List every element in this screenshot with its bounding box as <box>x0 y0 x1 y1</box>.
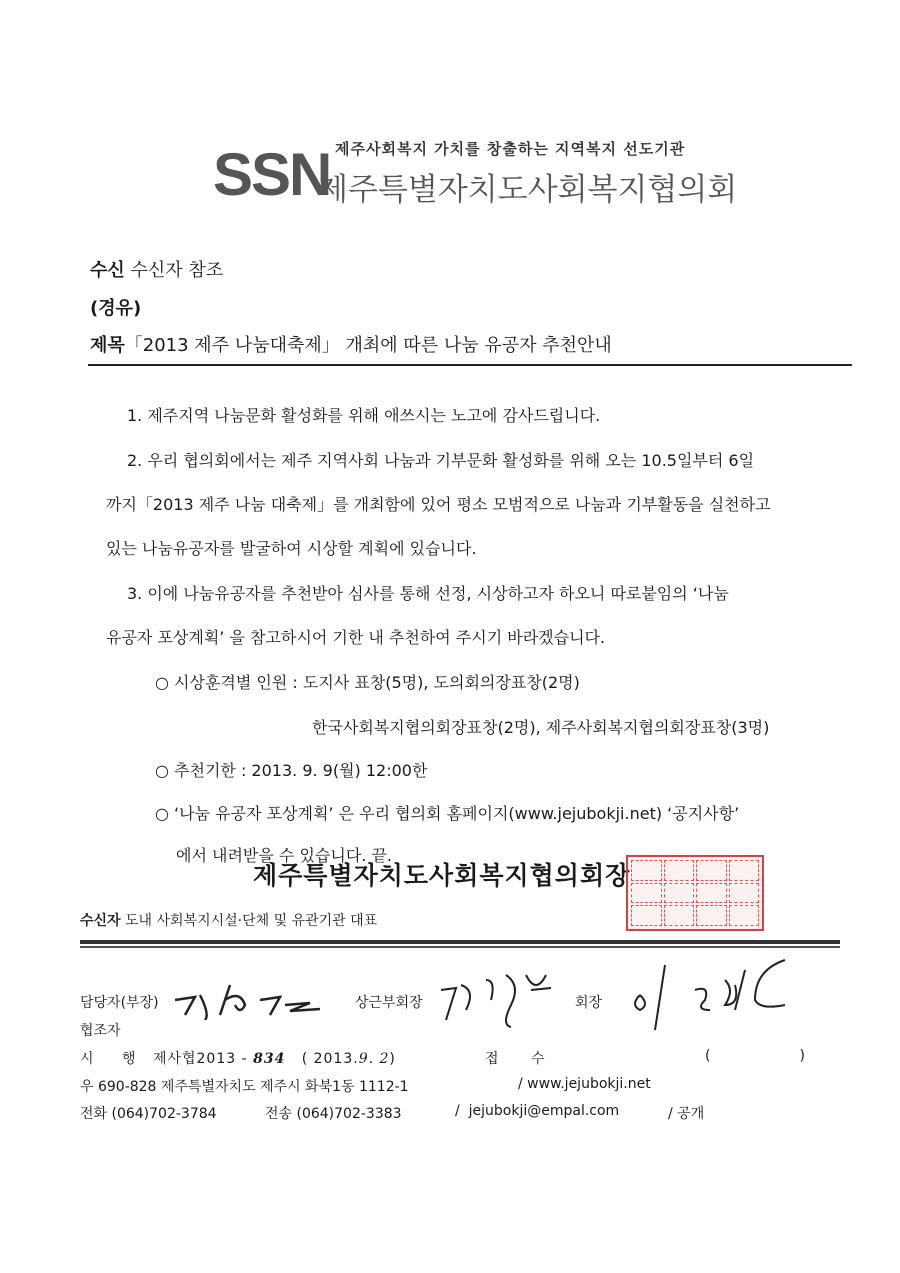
body-line: 3. 이에 나눔유공자를 추천받아 심사를 통해 선정, 시상하고자 하오니 따로붙임의 ‘나눔 <box>127 584 729 603</box>
recipient-value: 수신자 참조 <box>130 260 224 281</box>
recipient-label: 수신 <box>90 260 125 281</box>
date-suffix: ) <box>389 1051 396 1067</box>
email: / jejubokji@empal.com <box>455 1103 620 1119</box>
president-label: 회장 <box>575 995 603 1011</box>
recipient-line <box>90 256 223 282</box>
slogan: 제주사회복지 가치를 창출하는 지역복지 선도기관 <box>335 140 686 158</box>
receipt-value: ( ) <box>705 1048 805 1064</box>
recipients-line <box>80 910 377 930</box>
subject-label: 제목 <box>90 335 125 356</box>
divider <box>80 946 840 948</box>
body-line: ○ 추천기한 : 2013. 9. 9(월) 12:00한 <box>155 761 428 780</box>
enforce-line <box>80 1048 396 1068</box>
manager-label: 담당자(부장) <box>80 995 159 1011</box>
body-line: 있는 나눔유공자를 발굴하여 시상할 계획에 있습니다. <box>106 539 477 558</box>
address: 우 690-828 제주특별자치도 제주시 화북1동 1112-1 <box>80 1079 409 1095</box>
body-line: 2. 우리 협의회에서는 제주 지역사회 나눔과 기부문화 활성화를 위해 오는 10.5일부터 6일 <box>127 451 755 470</box>
body-line: ○ ‘나눔 유공자 포상계획’ 은 우리 협의회 홈페이지(www.jejubokji.net) ‘공지사항’ <box>155 804 740 823</box>
president-signature <box>625 950 795 1035</box>
doc-number-prefix: 제사협2013 - <box>152 1051 248 1067</box>
cooperator-label: 협조자 <box>80 1023 121 1039</box>
body-line: 한국사회복지협의회장표창(2명), 제주사회복지협의회장표창(3명) <box>312 718 770 737</box>
website: / www.jejubokji.net <box>518 1076 651 1092</box>
vice-label: 상근부회장 <box>355 995 423 1011</box>
divider <box>88 364 852 366</box>
body-line: 까지「2013 제주 나눔 대축제」를 개최함에 있어 평소 모범적으로 나눔과 기부활동을 실천하고 <box>106 495 771 514</box>
recipients-value: 도내 사회복지시설·단체 및 유관기관 대표 <box>125 913 378 929</box>
divider <box>80 940 840 944</box>
body-line: 에서 내려받을 수 있습니다. 끝. <box>176 846 392 865</box>
via-label: (경유) <box>90 298 142 319</box>
recipients-label: 수신자 <box>80 913 121 929</box>
org-name: 제주특별자치도사회복지협의회 <box>318 172 738 208</box>
signature-title: 제주특별자치도사회복지협의회장 <box>253 861 631 890</box>
enforce-label: 시 행 <box>80 1051 148 1067</box>
body-line: ○ 시상훈격별 인원 : 도지사 표창(5명), 도의회의장표창(2명) <box>155 673 580 692</box>
manager-signature <box>170 975 350 1020</box>
disclosure: / 공개 <box>668 1106 705 1122</box>
vice-signature <box>436 960 566 1030</box>
body-line: 유공자 포상계획’ 을 참고하시어 기한 내 추천하여 주시기 바라겠습니다. <box>106 628 606 647</box>
date-handwritten: 9. 2 <box>358 1051 390 1067</box>
logo-ssn: SSN <box>213 141 331 208</box>
subject-value: 「2013 제주 나눔대축제」 개최에 따른 나눔 유공자 추천안내 <box>124 335 612 356</box>
date-prefix: ( 2013. <box>301 1051 359 1067</box>
body-line: 1. 제주지역 나눔문화 활성화를 위해 애쓰시는 노고에 감사드립니다. <box>127 406 601 425</box>
subject-line <box>90 331 612 357</box>
phone: 전화 (064)702-3784 <box>80 1106 217 1122</box>
fax: 전송 (064)702-3383 <box>265 1106 402 1122</box>
receipt-label: 접 수 <box>485 1051 559 1067</box>
doc-number-handwritten: 834 <box>253 1051 286 1067</box>
official-seal <box>626 855 764 931</box>
